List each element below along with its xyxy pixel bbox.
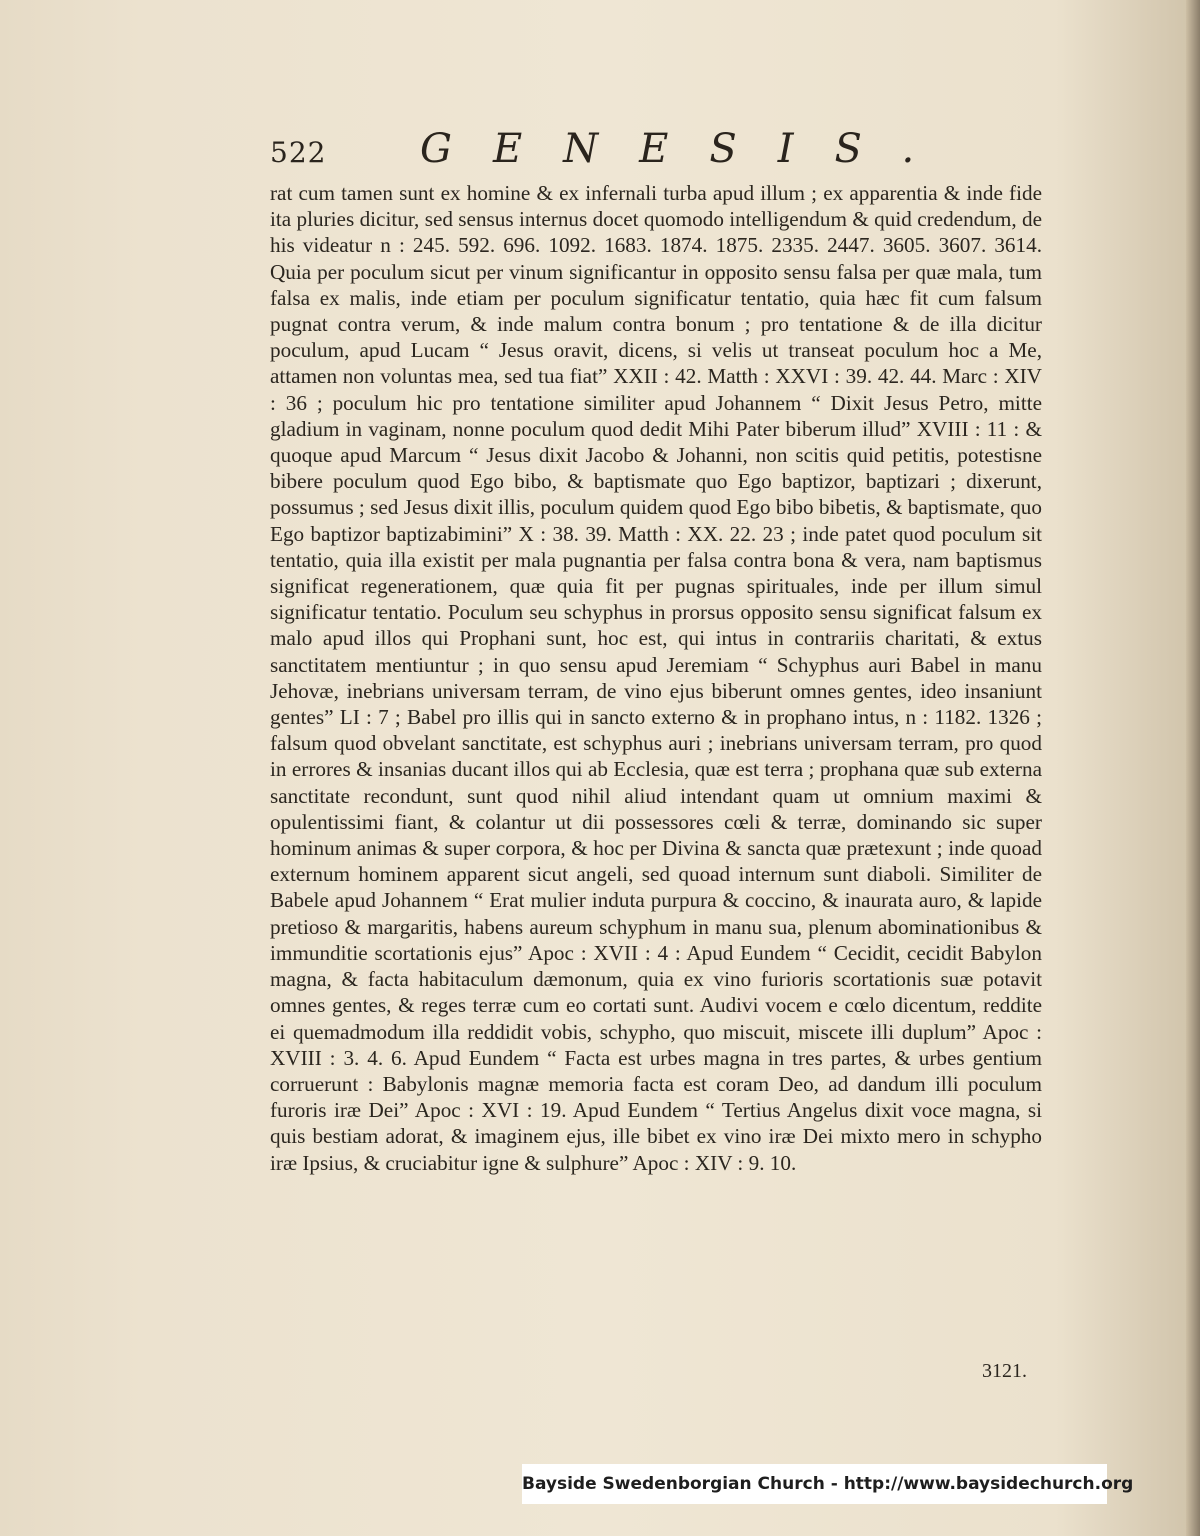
- source-banner: Bayside Swedenborgian Church - http://www.baysidechurch.org: [522, 1464, 1107, 1504]
- catchword: 3121.: [982, 1360, 1027, 1382]
- running-title: GENESIS.: [420, 126, 956, 172]
- page-number: 522: [270, 136, 327, 169]
- book-spine-shadow: [1186, 0, 1200, 1536]
- page-header: [270, 126, 1050, 176]
- body-paragraph: rat cum tamen sunt ex homine & ex infernali turba apud illum ; ex apparentia & inde fide ita pluries dicitur, sed sensus internus docet quomodo intelligendum & quid credendum, de his videatur n : 245. 592. 696. 1092. 1683. 1874. 1875. 2335. 2447. 3605. 3607. 3614. Quia per poculum sicut per vinum significantur in opposito sensu falsa per quæ mala, tum falsa ex malis, inde etiam per poculum significatur tentatio, quia hæc fit cum falsum pugnat contra verum, & inde malum contra bonum ; pro tentatione & de illa dicitur poculum, apud Lucam “ Jesus oravit, dicens, si velis ut transeat poculum hoc a Me, attamen non voluntas mea, sed tua fiat” XXII : 42. Matth : XXVI : 39. 42. 44. Marc : XIV : 36 ; poculum hic pro tentatione similiter apud Johannem “ Dixit Jesus Petro, mitte gladium in vaginam, nonne poculum quod dedit Mihi Pater biberum illud” XVIII : 11 : & quoque apud Marcum “ Jesus dixit Jacobo & Johanni, non scitis quid petitis, potestisne bibere poculum quod Ego bibo, & baptismate quo Ego baptizor, baptizari ; dixerunt, possumus ; sed Jesus dixit illis, poculum quidem quod Ego bibo bibetis, & baptismate, quo Ego baptizor baptizabimini” X : 38. 39. Matth : XX. 22. 23 ; inde patet quod poculum sit tentatio, quia illa existit per mala pugnantia per falsa contra bona & vera, nam baptismus significat regenerationem, quæ quia fit per pugnas spirituales, inde per illum simul significatur tentatio. Poculum seu schyphus in prorsus opposito sensu significat falsum ex malo apud illos qui Prophani sunt, hoc est, qui intus in contrariis charitati, & extus sanctitatem mentiuntur ; in quo sensu apud Jeremiam “ Schyphus auri Babel in manu Jehovæ, inebrians universam terram, de vino ejus biberunt omnes gentes, ideo insaniunt gentes” LI : 7 ; Babel pro illis qui in sancto externo & in prophano intus, n : 1182. 1326 ; falsum quod obvelant sanctitate, est schyphus auri ; inebrians universam terram, pro quod in errores & insanias ducant illos qui ab Ecclesia, quæ est terra ; prophana quæ sub externa sanctitate recondunt, sunt quod nihil aliud intendant quam ut omnium maximi & opulentissimi fiant, & colantur ut dii possessores cœli & terræ, dominando sic super hominum animas & super corpora, & hoc per Divina & sancta quæ prætexunt ; inde quoad externum hominem apparent sicut angeli, sed quoad internum sunt diaboli. Similiter de Babele apud Johannem “ Erat mulier induta purpura & coccino, & inaurata auro, & lapide pretioso & margaritis, habens aureum schyphum in manu sua, plenum abominationibus & immunditie scortationis ejus” Apoc : XVII : 4 : Apud Eundem “ Cecidit, cecidit Babylon magna, & facta habitaculum dæmonum, quia ex vino furioris scortationis suæ potavit omnes gentes, & reges terræ cum eo cortati sunt. Audivi vocem e cœlo dicentum, reddite ei quemadmodum illa reddidit vobis, schypho, quo miscuit, miscete illi duplum” Apoc : XVIII : 3. 4. 6. Apud Eundem “ Facta est urbes magna in tres partes, & urbes gentium corruerunt : Babylonis magnæ memoria facta est coram Deo, ad dandum illi poculum furoris iræ Dei” Apoc : XVI : 19. Apud Eundem “ Tertius Angelus dixit voce magna, si quis bestiam adorat, & imaginem ejus, ille bibet ex vino iræ Dei mixto mero in schypho iræ Ipsius, & cruciabitur igne & sulphure” Apoc : XIV : 9. 10.: [270, 181, 1042, 1175]
